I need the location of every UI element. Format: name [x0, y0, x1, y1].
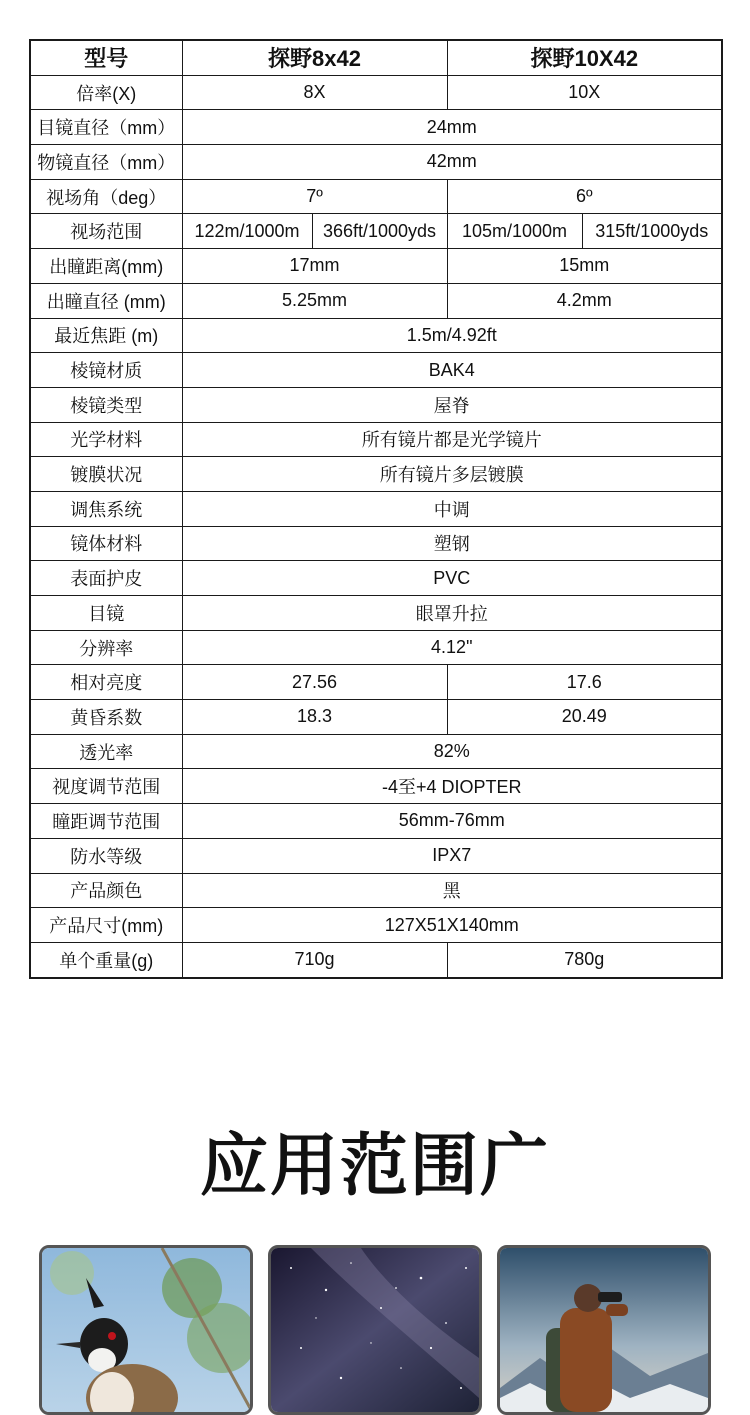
table-row — [30, 804, 722, 839]
row-label: 单个重量(g) — [30, 942, 182, 977]
table-row — [30, 145, 722, 180]
row-label: 产品颜色 — [30, 873, 182, 908]
table-row — [30, 665, 722, 700]
table-row — [30, 179, 722, 214]
value-shared: 1.5m/4.92ft — [182, 318, 722, 353]
table-row — [30, 491, 722, 526]
value-b: 17.6 — [447, 665, 722, 700]
table-row — [30, 596, 722, 631]
table-row — [30, 249, 722, 284]
value-b: 4.2mm — [447, 283, 722, 318]
table-row — [30, 700, 722, 735]
value-b: 15mm — [447, 249, 722, 284]
row-label: 光学材料 — [30, 422, 182, 457]
row-label: 镜体材料 — [30, 526, 182, 561]
table-row — [30, 75, 722, 110]
starry-sky-photo — [268, 1245, 482, 1415]
value-shared: BAK4 — [182, 353, 722, 388]
table-row — [30, 769, 722, 804]
value-shared: 56mm-76mm — [182, 804, 722, 839]
value-shared: 127X51X140mm — [182, 908, 722, 943]
hiker-with-binoculars-photo — [497, 1245, 711, 1415]
row-label: 目镜 — [30, 596, 182, 631]
table-row — [30, 908, 722, 943]
value-a: 8X — [182, 75, 447, 110]
row-label: 产品尺寸(mm) — [30, 908, 182, 943]
table-row — [30, 838, 722, 873]
value-b: 20.49 — [447, 700, 722, 735]
header-label: 型号 — [30, 40, 182, 75]
value-shared: -4至+4 DIOPTER — [182, 769, 722, 804]
row-label: 表面护皮 — [30, 561, 182, 596]
row-label: 出瞳距离(mm) — [30, 249, 182, 284]
row-label: 瞳距调节范围 — [30, 804, 182, 839]
row-label: 棱镜类型 — [30, 387, 182, 422]
value-a1: 122m/1000m — [182, 214, 312, 249]
value-a: 710g — [182, 942, 447, 977]
value-a: 5.25mm — [182, 283, 447, 318]
value-shared: 所有镜片都是光学镜片 — [182, 422, 722, 457]
value-shared: 24mm — [182, 110, 722, 145]
row-label: 调焦系统 — [30, 491, 182, 526]
row-label: 视场范围 — [30, 214, 182, 249]
value-a: 7º — [182, 179, 447, 214]
table-row — [30, 873, 722, 908]
row-label: 最近焦距 (m) — [30, 318, 182, 353]
row-label: 防水等级 — [30, 838, 182, 873]
table-row — [30, 526, 722, 561]
value-a: 27.56 — [182, 665, 447, 700]
value-shared: 眼罩升拉 — [182, 596, 722, 631]
row-label: 分辨率 — [30, 630, 182, 665]
row-label: 目镜直径（mm） — [30, 110, 182, 145]
table-row — [30, 283, 722, 318]
value-shared: 4.12" — [182, 630, 722, 665]
table-row — [30, 734, 722, 769]
value-a: 17mm — [182, 249, 447, 284]
row-label: 镀膜状况 — [30, 457, 182, 492]
value-b1: 105m/1000m — [447, 214, 582, 249]
table-header-row — [30, 40, 722, 75]
header-model-a: 探野8x42 — [182, 40, 447, 75]
table-row — [30, 422, 722, 457]
row-label: 棱镜材质 — [30, 353, 182, 388]
value-shared: IPX7 — [182, 838, 722, 873]
table-row — [30, 110, 722, 145]
value-a: 18.3 — [182, 700, 447, 735]
value-shared: 塑钢 — [182, 526, 722, 561]
table-row — [30, 457, 722, 492]
row-label: 黄昏系数 — [30, 700, 182, 735]
row-label: 出瞳直径 (mm) — [30, 283, 182, 318]
table-row — [30, 942, 722, 977]
value-b: 10X — [447, 75, 722, 110]
table-row — [30, 318, 722, 353]
value-a2: 366ft/1000yds — [312, 214, 447, 249]
value-shared: 所有镜片多层镀膜 — [182, 457, 722, 492]
table-row — [30, 353, 722, 388]
bird-photo — [39, 1245, 253, 1415]
row-label: 相对亮度 — [30, 665, 182, 700]
row-label: 视场角（deg） — [30, 179, 182, 214]
section-headline: 应用范围广 — [199, 1128, 550, 1204]
row-label: 倍率(X) — [30, 75, 182, 110]
value-shared: 屋脊 — [182, 387, 722, 422]
value-shared: PVC — [182, 561, 722, 596]
table-row — [30, 214, 722, 249]
spec-table — [29, 39, 723, 979]
table-row — [30, 387, 722, 422]
table-row — [30, 630, 722, 665]
value-shared: 82% — [182, 734, 722, 769]
row-label: 物镜直径（mm） — [30, 145, 182, 180]
row-label: 视度调节范围 — [30, 769, 182, 804]
row-label: 透光率 — [30, 734, 182, 769]
value-b: 6º — [447, 179, 722, 214]
value-b2: 315ft/1000yds — [582, 214, 722, 249]
value-shared: 42mm — [182, 145, 722, 180]
header-model-b: 探野10X42 — [447, 40, 722, 75]
table-row — [30, 561, 722, 596]
value-shared: 黑 — [182, 873, 722, 908]
value-b: 780g — [447, 942, 722, 977]
value-shared: 中调 — [182, 491, 722, 526]
